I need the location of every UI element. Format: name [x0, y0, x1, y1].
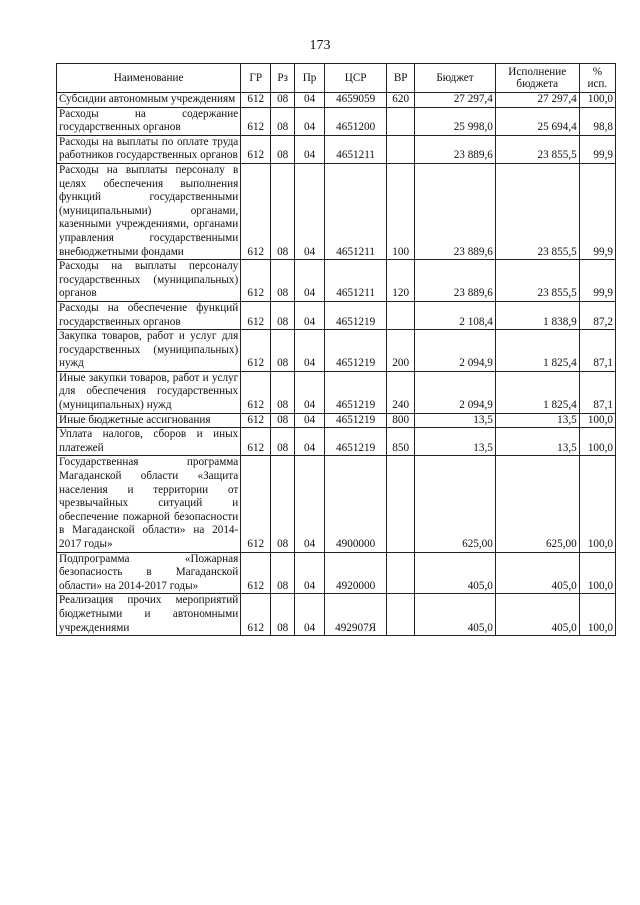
row-rz-cell: 08 [271, 260, 295, 302]
row-execution-cell: 13,5 [495, 428, 579, 456]
row-execution-cell: 405,0 [495, 552, 579, 594]
table-row [57, 594, 616, 636]
row-percent-cell: 87,1 [579, 330, 615, 372]
row-budget-cell: 2 108,4 [415, 301, 496, 329]
row-percent-cell: 99,9 [579, 135, 615, 163]
row-gr-cell: 612 [241, 371, 271, 413]
row-vr-cell: 620 [387, 93, 415, 108]
row-name-cell: Расходы на обеспечение функций государственных органов [57, 301, 241, 329]
row-pr-cell: 04 [295, 552, 325, 594]
row-pr-cell: 04 [295, 413, 325, 428]
header-vr: ВР [387, 64, 415, 93]
row-csr-cell: 4651219 [325, 301, 387, 329]
row-vr-cell: 850 [387, 428, 415, 456]
row-pr-cell: 04 [295, 135, 325, 163]
row-csr-cell: 4651219 [325, 428, 387, 456]
row-gr-cell: 612 [241, 163, 271, 259]
row-rz-cell: 08 [271, 428, 295, 456]
table-row [57, 260, 616, 302]
row-vr-cell: 120 [387, 260, 415, 302]
row-percent-cell: 100,0 [579, 428, 615, 456]
table-row [57, 456, 616, 552]
row-gr-cell: 612 [241, 135, 271, 163]
row-percent-cell: 100,0 [579, 594, 615, 636]
row-execution-cell: 25 694,4 [495, 107, 579, 135]
row-vr-cell [387, 594, 415, 636]
table-row [57, 330, 616, 372]
row-gr-cell: 612 [241, 330, 271, 372]
row-budget-cell: 405,0 [415, 594, 496, 636]
table-row [57, 413, 616, 428]
row-budget-cell: 625,00 [415, 456, 496, 552]
row-csr-cell: 492907Я [325, 594, 387, 636]
row-pr-cell: 04 [295, 260, 325, 302]
row-vr-cell [387, 301, 415, 329]
row-csr-cell: 4651211 [325, 163, 387, 259]
row-budget-cell: 2 094,9 [415, 371, 496, 413]
row-gr-cell: 612 [241, 552, 271, 594]
row-execution-cell: 23 855,5 [495, 260, 579, 302]
row-execution-cell: 27 297,4 [495, 93, 579, 108]
row-csr-cell: 4900000 [325, 456, 387, 552]
row-rz-cell: 08 [271, 163, 295, 259]
row-budget-cell: 2 094,9 [415, 330, 496, 372]
row-gr-cell: 612 [241, 301, 271, 329]
row-budget-cell: 23 889,6 [415, 135, 496, 163]
row-rz-cell: 08 [271, 330, 295, 372]
row-percent-cell: 100,0 [579, 93, 615, 108]
row-vr-cell: 200 [387, 330, 415, 372]
row-rz-cell: 08 [271, 594, 295, 636]
row-gr-cell: 612 [241, 107, 271, 135]
row-name-cell: Подпрограмма «Пожарная безопасность в Магаданской области» на 2014-2017 годы» [57, 552, 241, 594]
row-csr-cell: 4651219 [325, 371, 387, 413]
row-csr-cell: 4651200 [325, 107, 387, 135]
row-vr-cell: 800 [387, 413, 415, 428]
row-name-cell: Субсидии автономным учреждениям [57, 93, 241, 108]
row-vr-cell: 240 [387, 371, 415, 413]
row-pr-cell: 04 [295, 371, 325, 413]
row-percent-cell: 100,0 [579, 413, 615, 428]
row-gr-cell: 612 [241, 93, 271, 108]
row-percent-cell: 87,1 [579, 371, 615, 413]
row-name-cell: Расходы на содержание государственных органов [57, 107, 241, 135]
row-pr-cell: 04 [295, 594, 325, 636]
row-rz-cell: 08 [271, 93, 295, 108]
row-rz-cell: 08 [271, 107, 295, 135]
row-rz-cell: 08 [271, 371, 295, 413]
row-vr-cell [387, 456, 415, 552]
row-gr-cell: 612 [241, 456, 271, 552]
row-budget-cell: 405,0 [415, 552, 496, 594]
row-percent-cell: 87,2 [579, 301, 615, 329]
budget-table [56, 63, 616, 636]
row-gr-cell: 612 [241, 413, 271, 428]
row-budget-cell: 13,5 [415, 413, 496, 428]
table-row [57, 107, 616, 135]
row-percent-cell: 99,9 [579, 163, 615, 259]
row-execution-cell: 1 825,4 [495, 371, 579, 413]
row-name-cell: Государственная программа Магаданской области «Защита населения и территории от чрезвычайных ситуаций и обеспечение пожарной безопасности в Магаданской области» на 2014-2017 годы» [57, 456, 241, 552]
table-row [57, 301, 616, 329]
header-budget: Бюджет [415, 64, 496, 93]
row-rz-cell: 08 [271, 301, 295, 329]
row-budget-cell: 27 297,4 [415, 93, 496, 108]
row-pr-cell: 04 [295, 330, 325, 372]
row-name-cell: Иные закупки товаров, работ и услуг для обеспечения государственных (муниципальных) нужд [57, 371, 241, 413]
table-row [57, 371, 616, 413]
row-execution-cell: 23 855,5 [495, 163, 579, 259]
row-budget-cell: 25 998,0 [415, 107, 496, 135]
row-name-cell: Уплата налогов, сборов и иных платежей [57, 428, 241, 456]
row-percent-cell: 98,8 [579, 107, 615, 135]
row-gr-cell: 612 [241, 594, 271, 636]
row-pr-cell: 04 [295, 456, 325, 552]
row-vr-cell [387, 135, 415, 163]
row-execution-cell: 13,5 [495, 413, 579, 428]
row-pr-cell: 04 [295, 163, 325, 259]
row-percent-cell: 100,0 [579, 552, 615, 594]
row-name-cell: Реализация прочих мероприятий бюджетными и автономными учреждениями [57, 594, 241, 636]
row-name-cell: Расходы на выплаты по оплате труда работников государственных органов [57, 135, 241, 163]
table-row [57, 93, 616, 108]
header-execution: Исполнение бюджета [495, 64, 579, 93]
row-csr-cell: 4651211 [325, 135, 387, 163]
row-rz-cell: 08 [271, 456, 295, 552]
table-row [57, 163, 616, 259]
row-rz-cell: 08 [271, 552, 295, 594]
row-name-cell: Расходы на выплаты персоналу государственных (муниципальных) органов [57, 260, 241, 302]
page-number: 173 [309, 38, 331, 53]
row-vr-cell [387, 107, 415, 135]
row-execution-cell: 1 838,9 [495, 301, 579, 329]
row-name-cell: Иные бюджетные ассигнования [57, 413, 241, 428]
row-budget-cell: 13,5 [415, 428, 496, 456]
row-execution-cell: 625,00 [495, 456, 579, 552]
row-csr-cell: 4651219 [325, 330, 387, 372]
table-row [57, 428, 616, 456]
row-budget-cell: 23 889,6 [415, 163, 496, 259]
header-gr: ГР [241, 64, 271, 93]
row-pr-cell: 04 [295, 301, 325, 329]
row-pr-cell: 04 [295, 107, 325, 135]
header-csr: ЦСР [325, 64, 387, 93]
row-name-cell: Расходы на выплаты персоналу в целях обеспечения выполнения функций государственными (муниципальными) органами, казенными учреждениями, органами управления государственными внебюджетными фондами [57, 163, 241, 259]
header-pr: Пр [295, 64, 325, 93]
row-csr-cell: 4659059 [325, 93, 387, 108]
row-execution-cell: 405,0 [495, 594, 579, 636]
row-percent-cell: 99,9 [579, 260, 615, 302]
row-rz-cell: 08 [271, 413, 295, 428]
row-csr-cell: 4920000 [325, 552, 387, 594]
row-execution-cell: 1 825,4 [495, 330, 579, 372]
row-name-cell: Закупка товаров, работ и услуг для государственных (муниципальных) нужд [57, 330, 241, 372]
row-gr-cell: 612 [241, 428, 271, 456]
row-gr-cell: 612 [241, 260, 271, 302]
header-name: Наименование [57, 64, 241, 93]
row-pr-cell: 04 [295, 93, 325, 108]
row-csr-cell: 4651211 [325, 260, 387, 302]
row-vr-cell: 100 [387, 163, 415, 259]
row-budget-cell: 23 889,6 [415, 260, 496, 302]
table-row [57, 135, 616, 163]
table-row [57, 552, 616, 594]
header-row [57, 64, 616, 93]
row-execution-cell: 23 855,5 [495, 135, 579, 163]
row-vr-cell [387, 552, 415, 594]
row-rz-cell: 08 [271, 135, 295, 163]
row-csr-cell: 4651219 [325, 413, 387, 428]
row-percent-cell: 100,0 [579, 456, 615, 552]
row-pr-cell: 04 [295, 428, 325, 456]
header-rz: Рз [271, 64, 295, 93]
header-percent: % исп. [579, 64, 615, 93]
